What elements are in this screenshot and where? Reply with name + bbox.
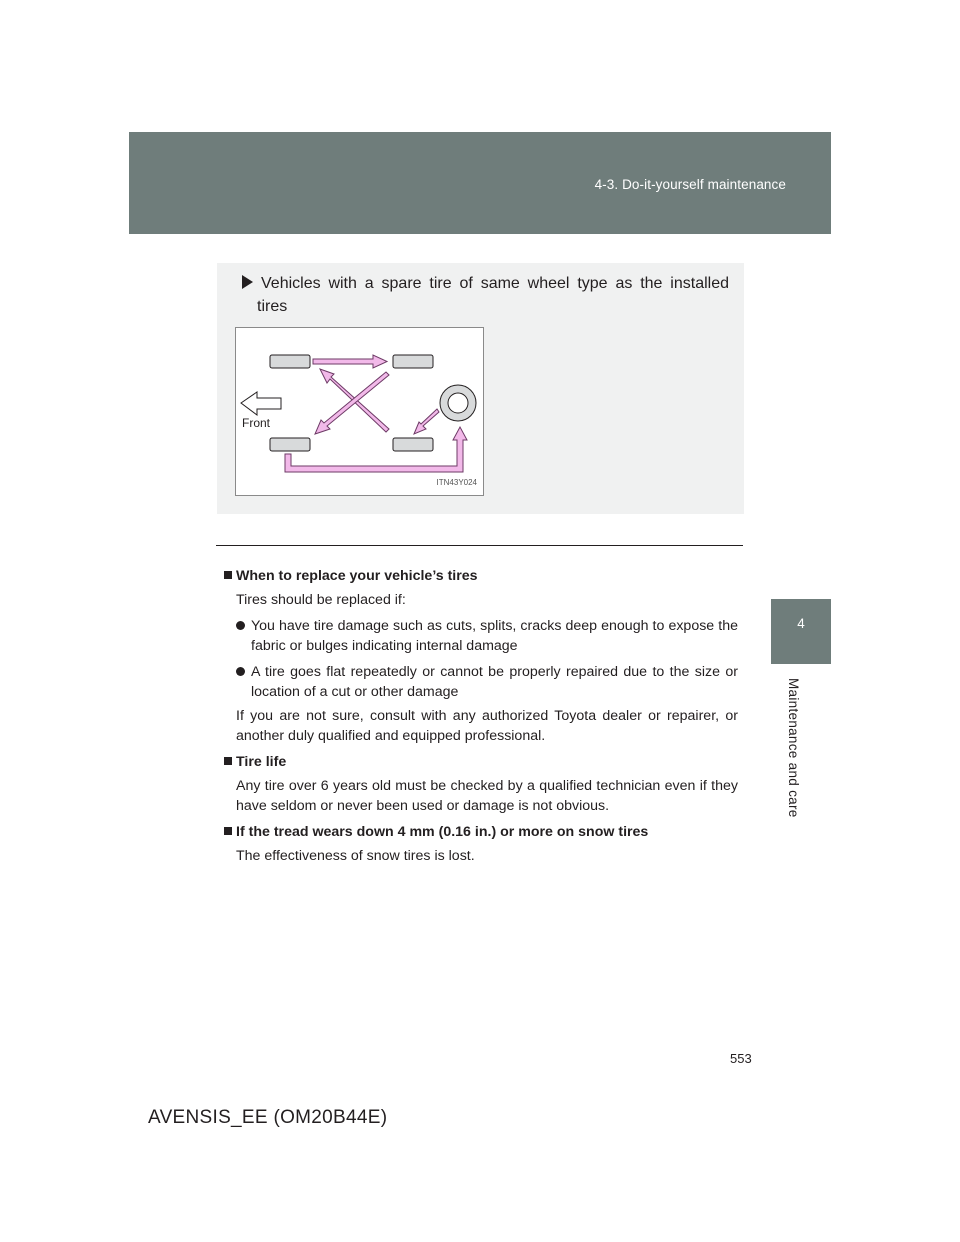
paragraph: The effectiveness of snow tires is lost.	[236, 848, 475, 864]
front-label: Front	[242, 416, 271, 430]
front-right-tire	[270, 438, 310, 451]
paragraph: Any tire over 6 years old must be checked by a qualified technician even if they have seldom or never been used or damage is not obvious.	[236, 778, 738, 814]
figure-caption-line-2: tires	[257, 298, 288, 315]
front-left-tire	[270, 355, 310, 368]
arrow-front-left-to-rear-left	[313, 355, 387, 368]
content-body	[224, 562, 738, 866]
header-band	[129, 132, 831, 234]
rear-right-tire	[393, 438, 433, 451]
image-code: ITN43Y024	[436, 478, 477, 487]
arrow-spare-to-rear-right	[414, 409, 439, 434]
chapter-number: 4	[797, 616, 805, 631]
bullet-item: You have tire damage such as cuts, splits, cracks deep enough to expose the fabric or bulges indicating internal damage	[236, 616, 738, 656]
section-heading: When to replace your vehicle’s tires	[224, 566, 738, 586]
section-heading: Tire life	[224, 752, 738, 772]
figure-box	[217, 263, 744, 514]
rear-left-tire	[393, 355, 433, 368]
bullet-item: A tire goes flat repeatedly or cannot be properly repaired due to the size or location of a cut or other damage	[236, 662, 738, 702]
triangle-marker-icon	[242, 275, 253, 289]
section-divider	[216, 545, 743, 546]
figure-caption-line-1: Vehicles with a spare tire of same wheel type as the installed	[261, 275, 729, 292]
arrow-front-right-to-spare	[285, 427, 467, 472]
manual-code: AVENSIS_EE (OM20B44E)	[148, 1107, 388, 1128]
page-number: 553	[730, 1051, 752, 1066]
section-heading: If the tread wears down 4 mm (0.16 in.) or more on snow tires	[224, 822, 738, 842]
section-title: 4-3. Do-it-yourself maintenance	[594, 177, 786, 192]
figure-caption	[242, 272, 729, 295]
spare-tire-hub	[448, 393, 468, 413]
front-direction-arrow	[241, 392, 281, 415]
paragraph: Tires should be replaced if:	[236, 592, 406, 608]
tire-rotation-diagram	[235, 327, 484, 496]
rotation-diagram-svg	[236, 328, 485, 497]
chapter-tab	[771, 599, 831, 664]
paragraph: If you are not sure, consult with any authorized Toyota dealer or repairer, or another duly qualified and equipped professional.	[236, 708, 738, 744]
chapter-label: Maintenance and care	[786, 678, 801, 818]
